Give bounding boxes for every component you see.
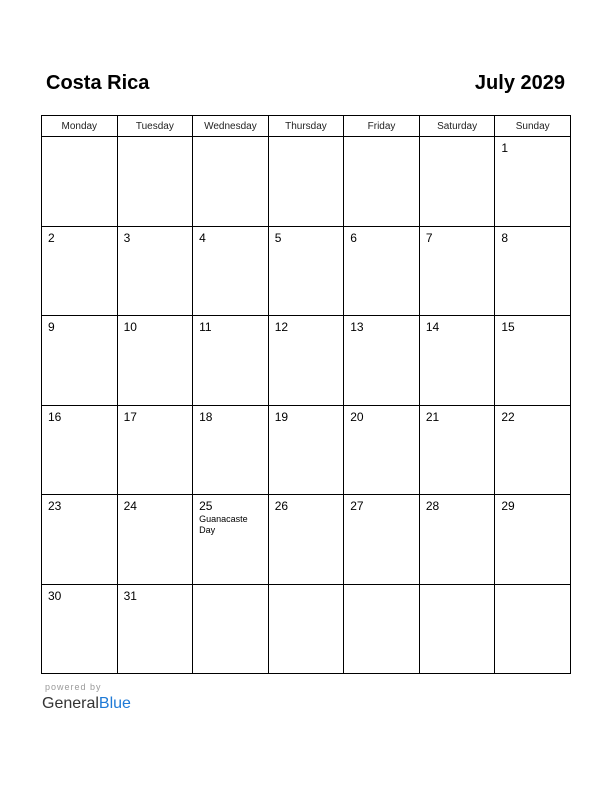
day-number: 18 bbox=[199, 409, 213, 424]
day-cell-content bbox=[495, 227, 570, 245]
week-row bbox=[42, 584, 571, 674]
day-cell bbox=[117, 226, 193, 316]
day-number: 25 bbox=[199, 499, 213, 513]
day-cell bbox=[193, 137, 269, 227]
day-number: 4 bbox=[199, 230, 206, 245]
weekday-header-row bbox=[42, 116, 571, 137]
day-number: 1 bbox=[501, 141, 509, 155]
day-cell-content bbox=[269, 316, 344, 334]
day-cell-content bbox=[269, 585, 344, 589]
week-row bbox=[42, 137, 571, 227]
day-cell bbox=[268, 405, 344, 495]
day-cell-content bbox=[118, 495, 193, 513]
day-number: 6 bbox=[350, 230, 357, 245]
day-number: 26 bbox=[274, 499, 289, 513]
day-cell-content bbox=[118, 137, 193, 141]
day-number: 12 bbox=[274, 320, 289, 334]
day-cell bbox=[42, 316, 118, 406]
week-row bbox=[42, 405, 571, 495]
day-number: 28 bbox=[425, 499, 440, 513]
day-cell-content bbox=[118, 227, 193, 245]
day-cell-content bbox=[420, 227, 495, 245]
day-number: 10 bbox=[123, 320, 137, 334]
day-cell-content bbox=[420, 495, 495, 513]
weekday-header: Friday bbox=[344, 116, 420, 137]
day-number: 2 bbox=[48, 230, 55, 245]
day-cell bbox=[495, 405, 571, 495]
day-cell bbox=[344, 137, 420, 227]
day-number: 24 bbox=[123, 499, 137, 513]
day-cell bbox=[419, 226, 495, 316]
day-cell-content bbox=[495, 406, 570, 424]
day-cell bbox=[344, 495, 420, 585]
day-cell-content bbox=[495, 495, 570, 513]
day-cell bbox=[193, 316, 269, 406]
day-cell bbox=[193, 495, 269, 585]
day-cell-content bbox=[269, 227, 344, 245]
day-cell bbox=[419, 405, 495, 495]
calendar-body bbox=[42, 137, 571, 674]
day-cell bbox=[42, 137, 118, 227]
day-cell bbox=[419, 137, 495, 227]
day-cell bbox=[268, 584, 344, 674]
day-cell bbox=[268, 316, 344, 406]
day-number: 3 bbox=[123, 230, 131, 245]
day-cell-content bbox=[495, 585, 570, 589]
day-number: 31 bbox=[123, 588, 137, 603]
day-cell bbox=[117, 495, 193, 585]
day-number: 14 bbox=[425, 320, 440, 334]
week-row bbox=[42, 495, 571, 585]
weekday-header: Thursday bbox=[268, 116, 344, 137]
day-cell bbox=[344, 584, 420, 674]
weekday-header: Sunday bbox=[495, 116, 571, 137]
day-cell bbox=[344, 226, 420, 316]
day-cell bbox=[268, 495, 344, 585]
day-cell-content bbox=[344, 495, 419, 513]
holiday-label: Guanacaste Day bbox=[199, 514, 248, 535]
day-cell-content bbox=[269, 137, 344, 141]
day-cell bbox=[495, 226, 571, 316]
day-cell-content bbox=[193, 406, 268, 424]
week-row bbox=[42, 226, 571, 316]
day-cell bbox=[117, 584, 193, 674]
powered-by-text: powered by bbox=[45, 682, 102, 692]
day-number: 5 bbox=[274, 230, 282, 245]
day-cell-content bbox=[344, 137, 419, 141]
day-cell bbox=[268, 137, 344, 227]
day-cell bbox=[419, 316, 495, 406]
day-cell-content bbox=[193, 585, 268, 589]
day-cell bbox=[117, 137, 193, 227]
day-cell-content bbox=[193, 316, 268, 334]
day-cell bbox=[344, 405, 420, 495]
day-cell-content bbox=[42, 495, 117, 513]
day-number: 20 bbox=[350, 409, 364, 424]
day-number: 8 bbox=[501, 230, 509, 245]
day-cell-content bbox=[42, 406, 117, 424]
week-row bbox=[42, 316, 571, 406]
day-number: 16 bbox=[48, 409, 62, 424]
day-cell bbox=[419, 495, 495, 585]
day-cell-content bbox=[269, 406, 344, 424]
weekday-header: Tuesday bbox=[117, 116, 193, 137]
day-cell-content bbox=[495, 137, 570, 155]
day-number: 13 bbox=[350, 320, 364, 334]
day-number: 17 bbox=[123, 409, 137, 424]
day-cell-content bbox=[42, 316, 117, 334]
day-cell-content bbox=[118, 585, 193, 603]
country-title: Costa Rica bbox=[46, 72, 150, 94]
day-cell bbox=[117, 405, 193, 495]
day-cell bbox=[42, 495, 118, 585]
day-cell-content bbox=[344, 227, 419, 245]
day-cell-content bbox=[420, 316, 495, 334]
day-number: 15 bbox=[501, 320, 515, 334]
day-cell bbox=[495, 584, 571, 674]
day-cell bbox=[42, 584, 118, 674]
day-cell-content bbox=[344, 585, 419, 589]
day-number: 29 bbox=[501, 499, 515, 513]
day-cell bbox=[193, 226, 269, 316]
day-cell bbox=[42, 226, 118, 316]
day-cell bbox=[268, 226, 344, 316]
day-cell bbox=[495, 137, 571, 227]
weekday-header: Monday bbox=[42, 116, 118, 137]
day-cell-content bbox=[344, 316, 419, 334]
day-cell-content bbox=[118, 316, 193, 334]
day-number: 21 bbox=[425, 409, 440, 424]
weekday-header: Wednesday bbox=[193, 116, 269, 137]
day-cell-content bbox=[420, 137, 495, 141]
brand-general-text: General bbox=[42, 695, 99, 712]
day-number: 9 bbox=[48, 320, 55, 334]
day-cell-content bbox=[42, 227, 117, 245]
day-number: 30 bbox=[48, 588, 62, 603]
day-cell-content bbox=[269, 495, 344, 513]
month-year-title: July 2029 bbox=[474, 72, 565, 94]
day-number: 7 bbox=[425, 230, 433, 245]
day-cell-content bbox=[193, 227, 268, 245]
day-cell-content bbox=[42, 585, 117, 603]
day-number: 27 bbox=[350, 499, 364, 513]
day-cell-content bbox=[193, 495, 268, 536]
brand-blue-text: Blue bbox=[98, 695, 131, 712]
calendar-grid bbox=[41, 115, 571, 674]
day-cell bbox=[495, 316, 571, 406]
day-number: 19 bbox=[274, 409, 289, 424]
day-cell-content bbox=[42, 137, 117, 141]
day-cell-content bbox=[495, 316, 570, 334]
day-cell bbox=[495, 495, 571, 585]
day-cell-content bbox=[344, 406, 419, 424]
day-cell bbox=[193, 584, 269, 674]
day-number: 23 bbox=[48, 499, 62, 513]
day-cell-content bbox=[420, 406, 495, 424]
day-number: 11 bbox=[199, 320, 212, 334]
day-cell-content bbox=[118, 406, 193, 424]
generalblue-logo[interactable] bbox=[42, 694, 131, 714]
day-cell bbox=[42, 405, 118, 495]
weekday-header: Saturday bbox=[419, 116, 495, 137]
day-cell bbox=[419, 584, 495, 674]
day-cell-content bbox=[193, 137, 268, 141]
day-number: 22 bbox=[501, 409, 515, 424]
day-cell bbox=[344, 316, 420, 406]
day-cell-content bbox=[420, 585, 495, 589]
day-cell bbox=[117, 316, 193, 406]
day-cell bbox=[193, 405, 269, 495]
